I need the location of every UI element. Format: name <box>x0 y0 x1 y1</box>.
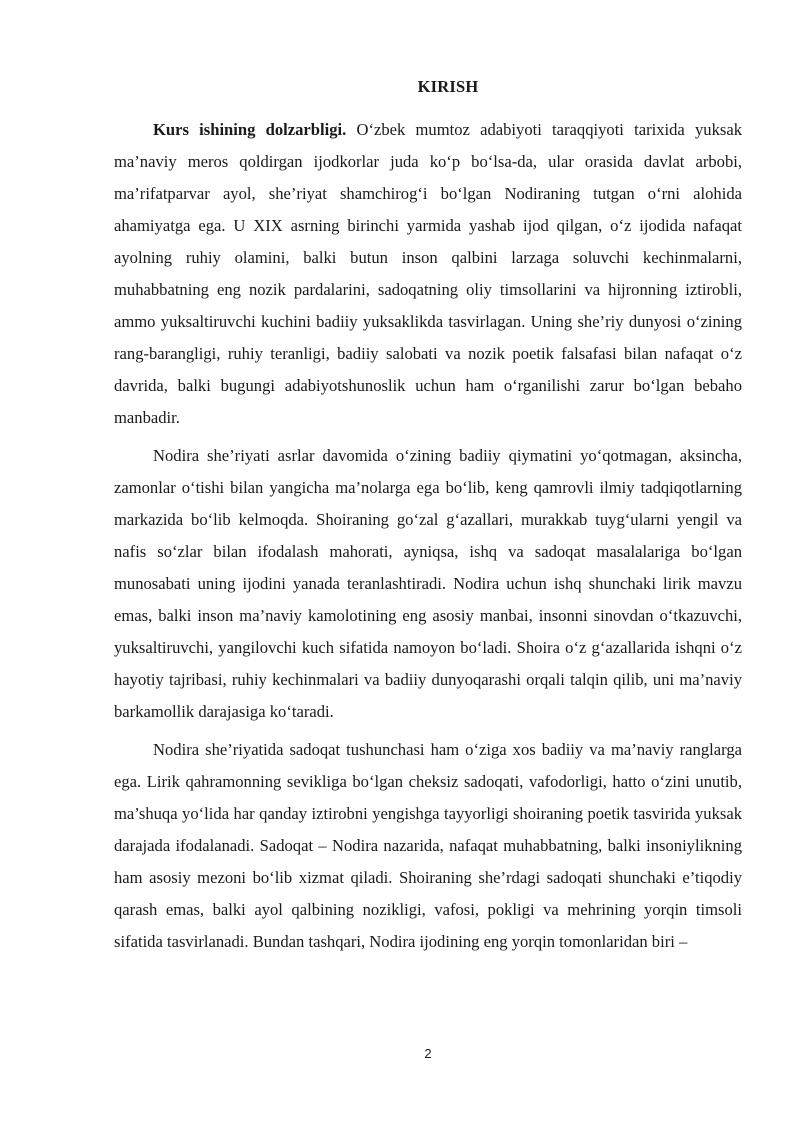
paragraph-devotion: Nodira she’riyatida sadoqat tushunchasi ham o‘ziga xos badiiy va ma’naviy ranglarga ega. Lirik qahramonning sevikliga bo‘lgan cheksiz sadoqati, vafodorligi, hatto o‘zini unutib, ma’shuqa yo‘lida har qanday iztirobni yengishga tayyorligi shoiraning poetik tasvirida yuksak darajada ifodalanadi. Sadoqat – Nodira nazarida, nafaqat muhabbatning, balki insoniylikning ham asosiy mezoni bo‘lib xizmat qiladi. Shoiraning she’rdagi sadoqati shunchaki e’tiqodiy qarash emas, balki ayol qalbining nozikligi, vafosi, pokligi va mehrining yorqin timsoli sifatida tasvirlanadi. Bundan tashqari, Nodira ijodining eng yorqin tomonlaridan biri – <box>114 740 742 951</box>
paragraph-relevance <box>114 114 742 434</box>
page-number: 2 <box>424 1046 432 1061</box>
paragraph-text: O‘zbek mumtoz adabiyoti taraqqiyoti tarixida yuksak ma’naviy meros qoldirgan ijodkorlar juda ko‘p bo‘lsa-da, ular orasida davlat arbobi, ma’rifatparvar ayol, she’riyat shamchirog‘i bo‘lgan Nodiraning tutgan o‘rni alohida ahamiyatga ega. U XIX asrning birinchi yarmida yashab ijod qilgan, o‘z ijodida nafaqat ayolning ruhiy olamini, balki butun inson qalbini larzaga soluvchi kechinmalarni, muhabbatning eng nozik pardalarini, sadoqatning oliy timsollarini va hijronning iztirobli, ammo yuksaltiruvchi kuchini badiiy yuksaklikda tasvirlagan. Uning she’riy dunyosi o‘zining rang-barangligi, ruhiy teranligi, badiiy salobati va nozik poetik falsafasi bilan nafaqat o‘z davrida, balki bugungi adabiyotshunoslik uchun ham o‘rganilishi zarur bo‘lgan bebaho manbadir. <box>114 120 742 427</box>
body-text <box>114 114 742 958</box>
paragraph-lead: Kurs ishining dolzarbligi. <box>153 120 347 139</box>
section-heading: KIRISH <box>417 77 479 96</box>
paragraph-poetry-value: Nodira she’riyati asrlar davomida o‘zining badiiy qiymatini yo‘qotmagan, aksincha, zamonlar o‘tishi bilan yangicha ma’nolarga ega bo‘lib, keng qamrovli ilmiy tadqiqotlarning markazida bo‘lib kelmoqda. Shoiraning go‘zal g‘azallari, murakkab tuyg‘ularni yengil va nafis so‘zlar bilan ifodalash mahorati, ayniqsa, ishq va sadoqat masalalariga bo‘lgan munosabati uning ijodini yanada teranlashtiradi. Nodira uchun ishq shunchaki lirik mavzu emas, balki inson ma’naviy kamolotining eng asosiy manbai, insonni sinovdan o‘tkazuvchi, yuksaltiruvchi, yangilovchi kuch sifatida namoyon bo‘ladi. Shoira o‘z g‘azallarida ishqni o‘z hayotiy tajribasi, ruhiy kechinmalari va badiiy dunyoqarashi orqali talqin qilib, uni ma’naviy barkamollik darajasiga ko‘taradi. <box>114 446 742 721</box>
